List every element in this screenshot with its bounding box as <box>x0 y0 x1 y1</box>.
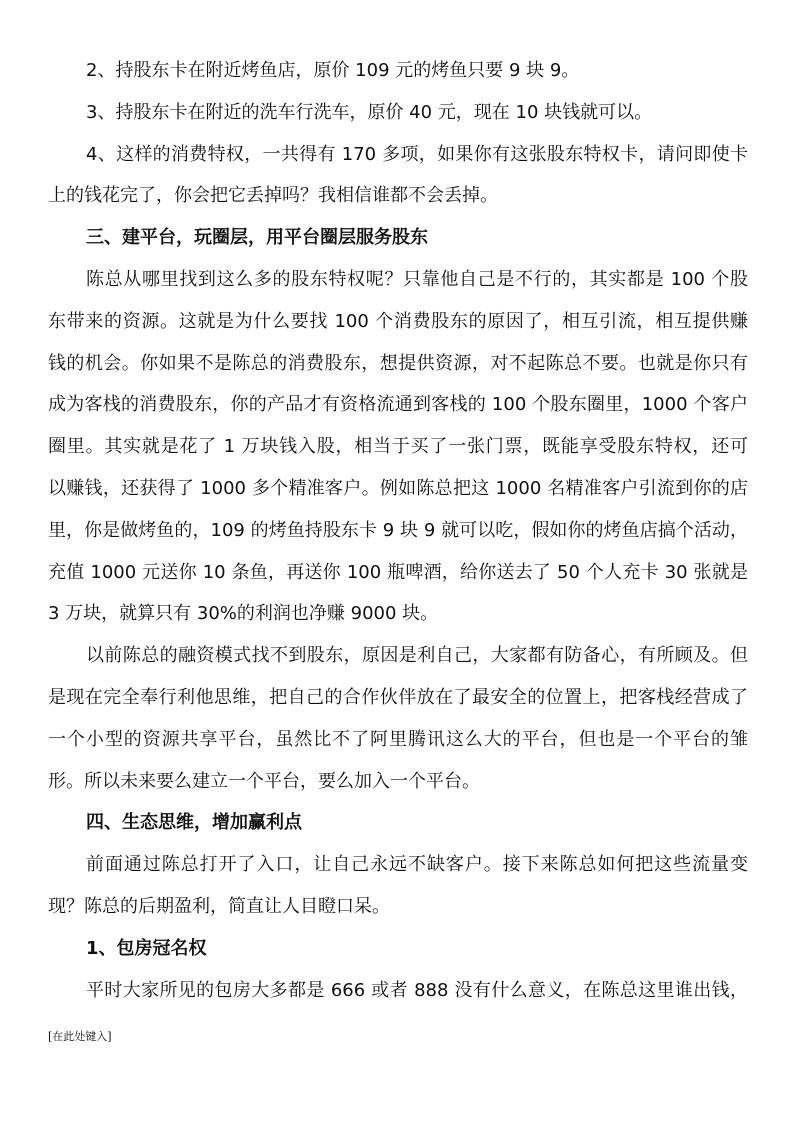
paragraph-line: 2、持股东卡在附近烤鱼店，原价 109 元的烤鱼只要 9 块 9。 <box>86 60 580 81</box>
footer-placeholder[interactable]: [在此处键入] <box>48 1030 112 1043</box>
paragraph-line: 3、持股东卡在附近的洗车行洗车，原价 40 元，现在 10 块钱就可以。 <box>86 101 653 123</box>
paragraph-line: 成为客栈的消费股东，你的产品才有资格流通到客栈的 100 个股东圈里，1000 个客户 <box>48 394 748 416</box>
paragraph-line: 一个小型的资源共享平台，虽然比不了阿里腾讯这么大的平台，但也是一个平台的雏 <box>48 728 748 750</box>
paragraph-line: 上的钱花完了，你会把它丢掉吗？我相信谁都不会丢掉。 <box>48 185 498 207</box>
paragraph-line: 圈里。其实就是花了 1 万块钱入股，相当于买了一张门票，既能享受股东特权，还可 <box>48 436 748 458</box>
document-body <box>48 50 748 1011</box>
paragraph-line: 钱的机会。你如果不是陈总的消费股东，想提供资源，对不起陈总不要。也就是你只有 <box>48 352 748 374</box>
paragraph-line: 里，你是做烤鱼的，109 的烤鱼持股东卡 9 块 9 就可以吃，假如你的烤鱼店搞个活动， <box>48 519 748 541</box>
paragraph-line: 4、这样的消费特权，一共得有 170 多项，如果你有这张股东特权卡，请问即使卡 <box>86 143 748 165</box>
paragraph-line: 以赚钱，还获得了 1000 多个精准客户。例如陈总把这 1000 名精准客户引流到你的店 <box>48 477 748 499</box>
section-heading: 三、建平台，玩圈层，用平台圈层服务股东 <box>86 227 428 249</box>
paragraph-line: 东带来的资源。这就是为什么要找 100 个消费股东的原因了，相互引流，相互提供赚 <box>48 310 748 332</box>
paragraph-line: 形。所以未来要么建立一个平台，要么加入一个平台。 <box>48 770 480 792</box>
paragraph-line: 是现在完全奉行利他思维，把自己的合作伙伴放在了最安全的位置上，把客栈经营成了 <box>48 686 748 708</box>
paragraph-line: 3 万块，就算只有 30%的利润也净赚 9000 块。 <box>48 603 439 625</box>
paragraph-line: 现？陈总的后期盈利，简直让人目瞪口呆。 <box>48 895 390 917</box>
paragraph-line: 以前陈总的融资模式找不到股东，原因是利自己，大家都有防备心，有所顾及。但 <box>86 645 748 667</box>
section-heading: 四、生态思维，增加赢利点 <box>86 812 302 834</box>
paragraph-line: 前面通过陈总打开了入口，让自己永远不缺客户。接下来陈总如何把这些流量变 <box>86 854 748 876</box>
paragraph-line: 平时大家所见的包房大多都是 666 或者 888 没有什么意义，在陈总这里谁出钱， <box>86 979 748 1001</box>
paragraph-line: 陈总从哪里找到这么多的股东特权呢？只靠他自己是不行的，其实都是 100 个股 <box>86 268 748 290</box>
paragraph-line: 充值 1000 元送你 10 条鱼，再送你 100 瓶啤酒，给你送去了 50 个人充卡 30 张就是 <box>48 561 748 583</box>
section-heading: 1、包房冠名权 <box>86 937 207 959</box>
